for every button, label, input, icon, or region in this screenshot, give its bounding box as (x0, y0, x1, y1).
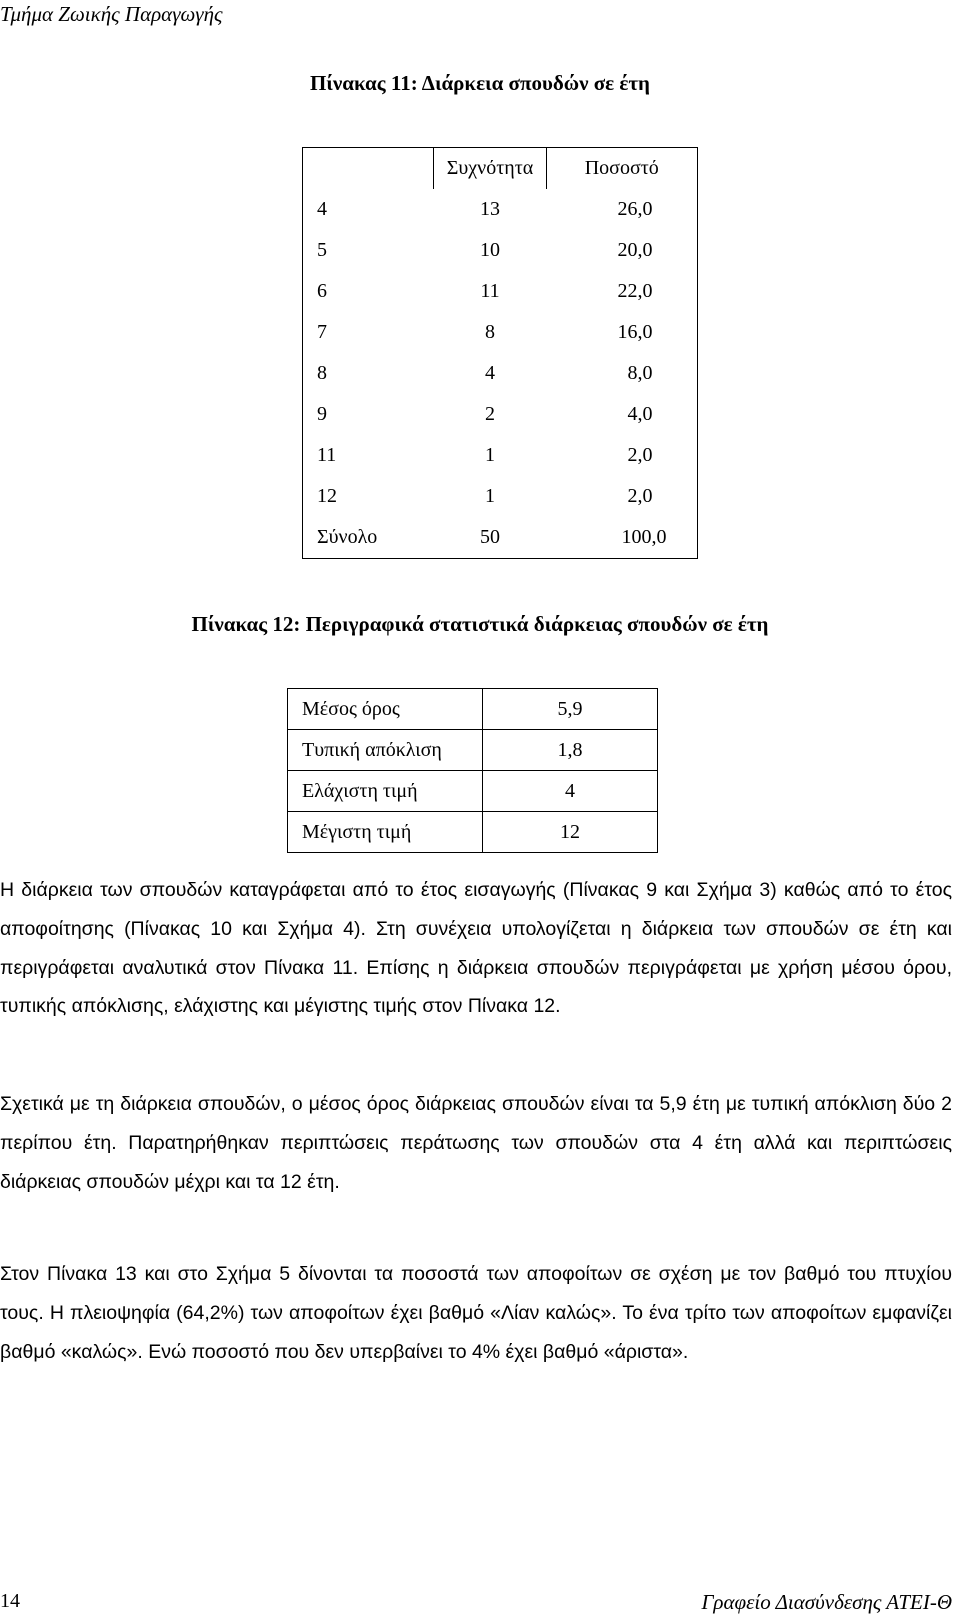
table-row (288, 771, 658, 812)
table-cell: 2,0 (547, 435, 698, 476)
table-cell: 8,0 (547, 353, 698, 394)
table-row (303, 189, 698, 230)
table-cell: 22,0 (547, 271, 698, 312)
table-cell: 13 (480, 198, 500, 220)
table-cell: 5 (303, 230, 434, 271)
table-cell: 2 (485, 403, 495, 425)
table-row (303, 476, 698, 517)
table-11 (302, 147, 698, 559)
table-row (288, 812, 658, 853)
table-cell: Σύνολο (303, 517, 434, 559)
table-cell: 4 (303, 189, 434, 230)
table-cell: 8 (303, 353, 434, 394)
table-cell: Μέγιστη τιμή (288, 812, 483, 853)
table-cell: 26,0 (547, 189, 698, 230)
table-row (303, 353, 698, 394)
table-header-row (303, 148, 698, 190)
table-11-title: Πίνακας 11: Διάρκεια σπουδών σε έτη (310, 71, 650, 95)
table-row-total (303, 517, 698, 559)
table-cell: 16,0 (547, 312, 698, 353)
table-cell: 8 (485, 321, 495, 343)
table-cell: 12 (483, 812, 658, 853)
table-header-cell (303, 148, 434, 190)
paragraph-1: Η διάρκεια των σπουδών καταγράφεται από το έτος εισαγωγής (Πίνακας 9 και Σχήμα 3) καθώς από το έτος αποφοίτησης (Πίνακας 10 και Σχήμα 4). Στη συνέχεια υπολογίζεται η διάρκεια των σπουδών σε έτη και περιγράφεται αναλυτικά στον Πίνακα 11. Επίσης η διάρκεια σπουδών περιγράφεται με χρήση μέσου όρου, τυπικής απόκλισης, ελάχιστης και μέγιστης τιμής στον Πίνακα 12. (0, 879, 952, 1018)
table-cell: 7 (303, 312, 434, 353)
table-cell: 100,0 (547, 517, 698, 559)
table-cell: 2,0 (547, 476, 698, 517)
table-cell: 1 (485, 485, 495, 507)
table-row (303, 394, 698, 435)
paragraph-2: Σχετικά με τη διάρκεια σπουδών, ο μέσος όρος διάρκειας σπουδών είναι τα 5,9 έτη με τυπική απόκλιση δύο 2 περίπου έτη. Παρατηρήθηκαν περιπτώσεις περάτωσης των σπουδών στα 4 έτη αλλά και περιπτώσεις διάρκειας σπουδών μέχρι και τα 12 έτη. (0, 1093, 952, 1193)
table-cell: 4 (483, 771, 658, 812)
table-cell: Ελάχιστη τιμή (288, 771, 483, 812)
table-row (303, 435, 698, 476)
table-row (288, 730, 658, 771)
table-cell: 12 (303, 476, 434, 517)
table-row (303, 230, 698, 271)
table-row (303, 312, 698, 353)
table-header-cell: Συχνότητα (434, 148, 547, 190)
table-cell: 11 (303, 435, 434, 476)
table-cell: 5,9 (483, 689, 658, 730)
table-cell: 4 (485, 362, 495, 384)
table-cell: 4,0 (547, 394, 698, 435)
table-cell: 11 (480, 280, 500, 302)
table-cell: 20,0 (547, 230, 698, 271)
running-header: Τμήμα Ζωικής Παραγωγής (0, 2, 223, 26)
table-12 (287, 688, 658, 853)
table-cell: 1,8 (483, 730, 658, 771)
table-cell: 50 (434, 517, 547, 559)
table-cell: 9 (303, 394, 434, 435)
table-row (288, 689, 658, 730)
paragraph-3: Στον Πίνακα 13 και στο Σχήμα 5 δίνονται τα ποσοστά των αποφοίτων σε σχέση με τον βαθμό του πτυχίου τους. Η πλειοψηφία (64,2%) των αποφοίτων έχει βαθμό «Λίαν καλώς». Το ένα τρίτο των αποφοίτων εμφανίζει βαθμό «καλώς». Ενώ ποσοστό που δεν υπερβαίνει το 4% έχει βαθμό «άριστα». (0, 1263, 952, 1363)
table-12-title: Πίνακας 12: Περιγραφικά στατιστικά διάρκειας σπουδών σε έτη (191, 612, 769, 636)
table-cell: 6 (303, 271, 434, 312)
table-header-cell: Ποσοστό (547, 148, 698, 190)
table-cell: 10 (480, 239, 500, 261)
table-cell: Μέσος όρος (288, 689, 483, 730)
table-row (303, 271, 698, 312)
page-number: 14 (0, 1590, 20, 1612)
table-cell: Τυπική απόκλιση (288, 730, 483, 771)
table-cell: 1 (485, 444, 495, 466)
running-footer: Γραφείο Διασύνδεσης ΑΤΕΙ-Θ (701, 1590, 952, 1614)
